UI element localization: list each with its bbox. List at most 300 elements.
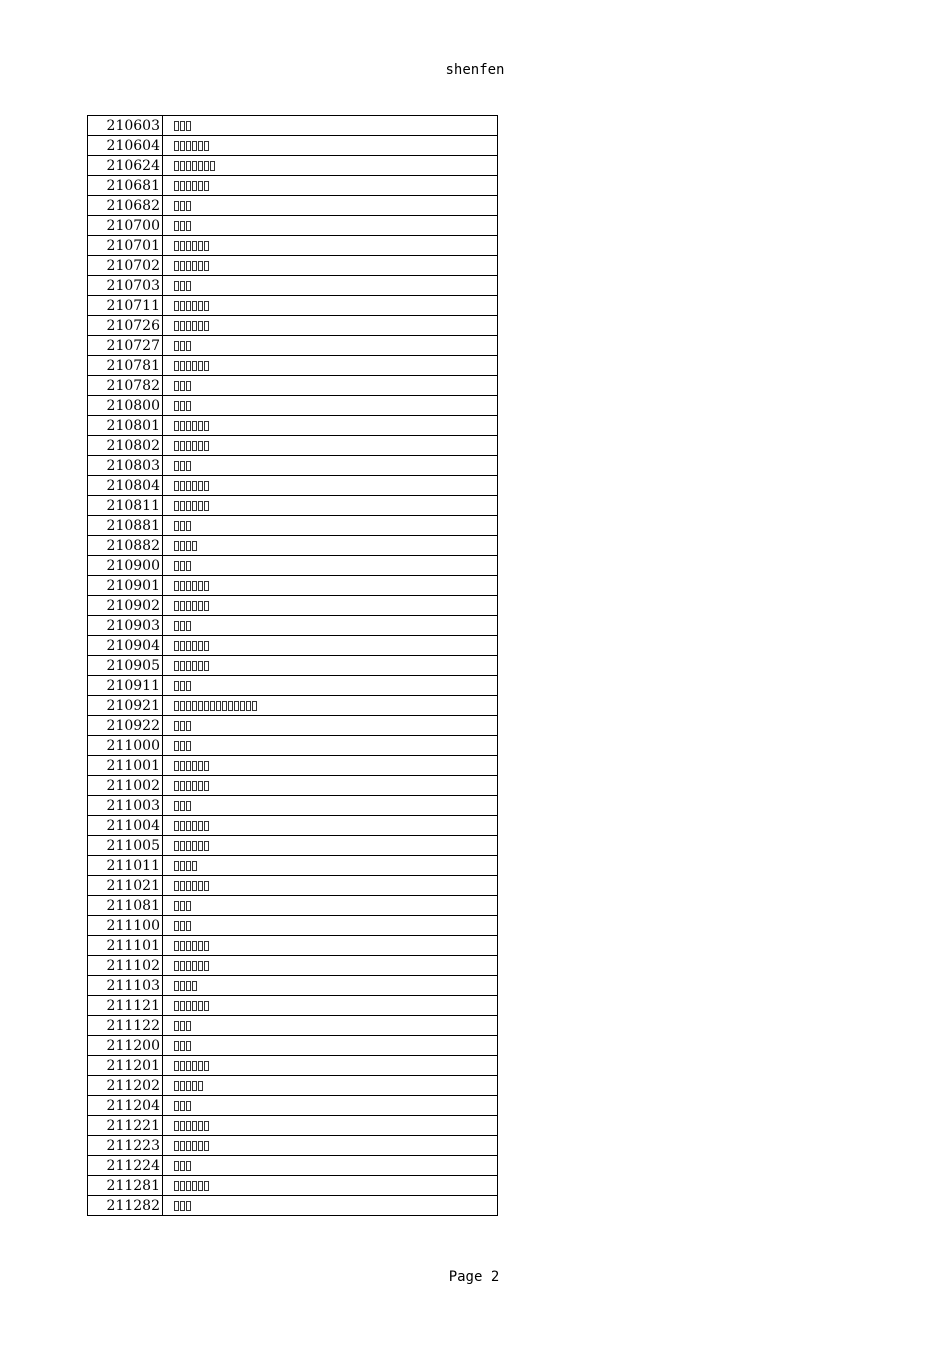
table-row	[88, 876, 498, 896]
region-code-cell: 211121	[88, 996, 163, 1016]
region-name-cell	[163, 456, 498, 476]
missing-glyph-box	[186, 281, 191, 291]
missing-glyph-box	[180, 861, 185, 871]
missing-glyph-box	[180, 721, 185, 731]
region-name-cell	[163, 496, 498, 516]
region-code-cell: 210903	[88, 616, 163, 636]
missing-glyph-box	[192, 821, 197, 831]
missing-glyph-box	[186, 861, 191, 871]
missing-glyph-text	[174, 481, 209, 491]
missing-glyph-box	[228, 701, 233, 711]
missing-glyph-box	[198, 881, 203, 891]
missing-glyph-box	[174, 1041, 179, 1051]
table-row	[88, 556, 498, 576]
table-row	[88, 616, 498, 636]
missing-glyph-text	[174, 201, 191, 211]
missing-glyph-text	[174, 921, 191, 931]
region-name-cell	[163, 216, 498, 236]
missing-glyph-box	[174, 301, 179, 311]
missing-glyph-box	[222, 701, 227, 711]
missing-glyph-text	[174, 241, 209, 251]
missing-glyph-box	[180, 1041, 185, 1051]
missing-glyph-box	[204, 441, 209, 451]
region-code-cell: 210882	[88, 536, 163, 556]
missing-glyph-box	[186, 1161, 191, 1171]
missing-glyph-box	[198, 501, 203, 511]
missing-glyph-box	[180, 421, 185, 431]
region-name-cell	[163, 156, 498, 176]
missing-glyph-box	[186, 221, 191, 231]
missing-glyph-box	[174, 1021, 179, 1031]
missing-glyph-box	[180, 841, 185, 851]
missing-glyph-box	[246, 701, 251, 711]
sheet-title: shenfen	[445, 62, 505, 78]
region-name-cell	[163, 656, 498, 676]
region-code-cell: 210711	[88, 296, 163, 316]
table-row	[88, 336, 498, 356]
missing-glyph-box	[180, 261, 185, 271]
missing-glyph-box	[180, 961, 185, 971]
missing-glyph-box	[186, 1121, 191, 1131]
missing-glyph-box	[180, 641, 185, 651]
missing-glyph-box	[192, 981, 197, 991]
table-row	[88, 796, 498, 816]
missing-glyph-box	[192, 861, 197, 871]
missing-glyph-box	[186, 161, 191, 171]
missing-glyph-box	[180, 281, 185, 291]
table-row	[88, 936, 498, 956]
missing-glyph-box	[174, 781, 179, 791]
table-row	[88, 356, 498, 376]
missing-glyph-box	[192, 141, 197, 151]
region-name-cell	[163, 596, 498, 616]
missing-glyph-box	[180, 921, 185, 931]
missing-glyph-box	[174, 561, 179, 571]
missing-glyph-box	[192, 941, 197, 951]
missing-glyph-text	[174, 1141, 209, 1151]
table-body	[88, 116, 498, 1216]
missing-glyph-box	[186, 1081, 191, 1091]
region-code-cell: 211102	[88, 956, 163, 976]
missing-glyph-box	[180, 1181, 185, 1191]
missing-glyph-box	[174, 1081, 179, 1091]
missing-glyph-box	[180, 801, 185, 811]
region-name-cell	[163, 336, 498, 356]
missing-glyph-box	[186, 1041, 191, 1051]
missing-glyph-box	[198, 161, 203, 171]
missing-glyph-box	[180, 981, 185, 991]
region-code-cell: 211103	[88, 976, 163, 996]
missing-glyph-box	[180, 561, 185, 571]
missing-glyph-box	[192, 501, 197, 511]
missing-glyph-box	[198, 841, 203, 851]
missing-glyph-text	[174, 981, 197, 991]
missing-glyph-box	[186, 261, 191, 271]
missing-glyph-box	[192, 1001, 197, 1011]
missing-glyph-box	[192, 661, 197, 671]
missing-glyph-box	[174, 601, 179, 611]
region-code-cell: 211002	[88, 776, 163, 796]
missing-glyph-text	[174, 741, 191, 751]
missing-glyph-box	[174, 241, 179, 251]
missing-glyph-text	[174, 421, 209, 431]
region-code-cell: 211201	[88, 1056, 163, 1076]
missing-glyph-text	[174, 121, 191, 131]
missing-glyph-box	[174, 641, 179, 651]
missing-glyph-box	[180, 401, 185, 411]
missing-glyph-box	[174, 701, 179, 711]
missing-glyph-box	[192, 161, 197, 171]
region-name-cell	[163, 396, 498, 416]
table-row	[88, 916, 498, 936]
missing-glyph-box	[186, 581, 191, 591]
missing-glyph-box	[174, 741, 179, 751]
missing-glyph-text	[174, 701, 257, 711]
missing-glyph-box	[198, 241, 203, 251]
region-name-cell	[163, 796, 498, 816]
missing-glyph-box	[204, 241, 209, 251]
missing-glyph-box	[180, 1161, 185, 1171]
table-row	[88, 736, 498, 756]
table-row	[88, 376, 498, 396]
missing-glyph-box	[186, 661, 191, 671]
missing-glyph-box	[204, 841, 209, 851]
table-row	[88, 636, 498, 656]
region-name-cell	[163, 536, 498, 556]
missing-glyph-box	[204, 1141, 209, 1151]
missing-glyph-box	[240, 701, 245, 711]
missing-glyph-box	[186, 921, 191, 931]
missing-glyph-box	[204, 1121, 209, 1131]
missing-glyph-box	[174, 341, 179, 351]
region-code-cell: 211005	[88, 836, 163, 856]
region-name-cell	[163, 836, 498, 856]
table-row	[88, 1076, 498, 1096]
region-name-cell	[163, 196, 498, 216]
region-name-cell	[163, 1176, 498, 1196]
missing-glyph-box	[174, 1201, 179, 1211]
table-row	[88, 116, 498, 136]
missing-glyph-box	[186, 781, 191, 791]
missing-glyph-box	[210, 161, 215, 171]
missing-glyph-box	[180, 821, 185, 831]
missing-glyph-box	[186, 141, 191, 151]
missing-glyph-box	[204, 941, 209, 951]
table-row	[88, 496, 498, 516]
missing-glyph-box	[192, 1181, 197, 1191]
missing-glyph-box	[180, 1021, 185, 1031]
missing-glyph-box	[174, 1141, 179, 1151]
missing-glyph-text	[174, 661, 209, 671]
missing-glyph-box	[180, 1141, 185, 1151]
table-row	[88, 956, 498, 976]
missing-glyph-box	[180, 741, 185, 751]
region-name-cell	[163, 876, 498, 896]
missing-glyph-text	[174, 161, 215, 171]
region-code-cell: 210701	[88, 236, 163, 256]
missing-glyph-box	[174, 461, 179, 471]
missing-glyph-box	[192, 481, 197, 491]
missing-glyph-box	[204, 581, 209, 591]
missing-glyph-box	[192, 301, 197, 311]
missing-glyph-box	[198, 261, 203, 271]
region-name-cell	[163, 296, 498, 316]
missing-glyph-text	[174, 961, 209, 971]
missing-glyph-box	[198, 821, 203, 831]
missing-glyph-box	[192, 881, 197, 891]
region-code-cell: 211011	[88, 856, 163, 876]
missing-glyph-text	[174, 941, 209, 951]
missing-glyph-box	[198, 661, 203, 671]
missing-glyph-box	[174, 821, 179, 831]
table-row	[88, 716, 498, 736]
region-code-cell: 211202	[88, 1076, 163, 1096]
missing-glyph-box	[186, 361, 191, 371]
region-name-cell	[163, 736, 498, 756]
missing-glyph-box	[174, 221, 179, 231]
missing-glyph-text	[174, 1201, 191, 1211]
table-row	[88, 656, 498, 676]
missing-glyph-box	[174, 961, 179, 971]
region-name-cell	[163, 416, 498, 436]
missing-glyph-box	[186, 721, 191, 731]
region-name-cell	[163, 1076, 498, 1096]
missing-glyph-box	[180, 881, 185, 891]
missing-glyph-box	[186, 481, 191, 491]
region-name-cell	[163, 516, 498, 536]
missing-glyph-box	[198, 1081, 203, 1091]
region-code-cell: 211122	[88, 1016, 163, 1036]
missing-glyph-box	[186, 501, 191, 511]
missing-glyph-box	[192, 781, 197, 791]
missing-glyph-box	[174, 261, 179, 271]
region-name-cell	[163, 276, 498, 296]
region-name-cell	[163, 436, 498, 456]
table-row	[88, 436, 498, 456]
missing-glyph-box	[198, 441, 203, 451]
missing-glyph-text	[174, 621, 191, 631]
missing-glyph-box	[204, 1061, 209, 1071]
missing-glyph-box	[180, 221, 185, 231]
missing-glyph-box	[198, 481, 203, 491]
region-code-cell: 211224	[88, 1156, 163, 1176]
table-row	[88, 516, 498, 536]
missing-glyph-text	[174, 801, 191, 811]
missing-glyph-box	[186, 441, 191, 451]
region-name-cell	[163, 696, 498, 716]
missing-glyph-box	[204, 421, 209, 431]
missing-glyph-box	[204, 141, 209, 151]
missing-glyph-box	[186, 881, 191, 891]
table-row	[88, 576, 498, 596]
region-code-cell: 210802	[88, 436, 163, 456]
region-name-cell	[163, 996, 498, 1016]
missing-glyph-box	[180, 461, 185, 471]
missing-glyph-box	[198, 361, 203, 371]
region-name-cell	[163, 176, 498, 196]
missing-glyph-box	[186, 521, 191, 531]
missing-glyph-box	[198, 1001, 203, 1011]
missing-glyph-text	[174, 781, 209, 791]
missing-glyph-box	[180, 321, 185, 331]
missing-glyph-box	[204, 701, 209, 711]
region-name-cell	[163, 1096, 498, 1116]
table-row	[88, 1196, 498, 1216]
missing-glyph-box	[180, 161, 185, 171]
missing-glyph-box	[174, 1101, 179, 1111]
missing-glyph-box	[186, 821, 191, 831]
missing-glyph-text	[174, 1101, 191, 1111]
region-name-cell	[163, 316, 498, 336]
table-row	[88, 1136, 498, 1156]
missing-glyph-box	[180, 601, 185, 611]
missing-glyph-box	[216, 701, 221, 711]
missing-glyph-box	[198, 601, 203, 611]
missing-glyph-box	[174, 661, 179, 671]
table-row	[88, 596, 498, 616]
missing-glyph-box	[204, 821, 209, 831]
missing-glyph-box	[186, 981, 191, 991]
region-name-cell	[163, 376, 498, 396]
missing-glyph-box	[204, 361, 209, 371]
missing-glyph-box	[180, 141, 185, 151]
missing-glyph-box	[204, 1001, 209, 1011]
missing-glyph-box	[204, 501, 209, 511]
table-row	[88, 1176, 498, 1196]
missing-glyph-box	[234, 701, 239, 711]
missing-glyph-text	[174, 501, 209, 511]
table-row	[88, 316, 498, 336]
table-row	[88, 476, 498, 496]
missing-glyph-box	[186, 701, 191, 711]
missing-glyph-box	[192, 441, 197, 451]
missing-glyph-text	[174, 681, 191, 691]
missing-glyph-box	[174, 941, 179, 951]
missing-glyph-box	[180, 701, 185, 711]
missing-glyph-box	[186, 321, 191, 331]
missing-glyph-box	[186, 1061, 191, 1071]
region-code-cell: 210726	[88, 316, 163, 336]
missing-glyph-box	[252, 701, 257, 711]
table-row	[88, 236, 498, 256]
region-name-cell	[163, 576, 498, 596]
missing-glyph-box	[174, 281, 179, 291]
region-code-cell: 211101	[88, 936, 163, 956]
region-name-cell	[163, 716, 498, 736]
missing-glyph-box	[180, 181, 185, 191]
missing-glyph-box	[192, 1121, 197, 1131]
missing-glyph-box	[186, 241, 191, 251]
missing-glyph-text	[174, 141, 209, 151]
missing-glyph-box	[180, 621, 185, 631]
region-code-cell: 211001	[88, 756, 163, 776]
region-name-cell	[163, 256, 498, 276]
missing-glyph-text	[174, 541, 197, 551]
table-row	[88, 1056, 498, 1076]
region-code-cell: 211281	[88, 1176, 163, 1196]
missing-glyph-text	[174, 761, 209, 771]
missing-glyph-box	[180, 941, 185, 951]
region-name-cell	[163, 236, 498, 256]
region-name-cell	[163, 1036, 498, 1056]
missing-glyph-box	[174, 761, 179, 771]
missing-glyph-box	[186, 1021, 191, 1031]
table-row	[88, 276, 498, 296]
missing-glyph-box	[180, 681, 185, 691]
table-row	[88, 216, 498, 236]
missing-glyph-box	[186, 541, 191, 551]
region-code-cell: 210922	[88, 716, 163, 736]
missing-glyph-box	[192, 961, 197, 971]
region-code-cell: 210681	[88, 176, 163, 196]
missing-glyph-box	[186, 121, 191, 131]
missing-glyph-text	[174, 461, 191, 471]
missing-glyph-box	[180, 1001, 185, 1011]
missing-glyph-box	[174, 901, 179, 911]
missing-glyph-box	[192, 581, 197, 591]
table-row	[88, 396, 498, 416]
region-code-table	[87, 115, 498, 1216]
missing-glyph-box	[204, 601, 209, 611]
missing-glyph-box	[180, 761, 185, 771]
missing-glyph-text	[174, 1081, 203, 1091]
region-code-cell: 210700	[88, 216, 163, 236]
missing-glyph-box	[180, 521, 185, 531]
missing-glyph-box	[174, 441, 179, 451]
missing-glyph-box	[186, 401, 191, 411]
missing-glyph-text	[174, 361, 209, 371]
missing-glyph-box	[174, 361, 179, 371]
table-row	[88, 976, 498, 996]
missing-glyph-box	[174, 581, 179, 591]
missing-glyph-box	[198, 1181, 203, 1191]
missing-glyph-box	[180, 441, 185, 451]
region-name-cell	[163, 976, 498, 996]
region-code-cell: 211221	[88, 1116, 163, 1136]
table-row	[88, 676, 498, 696]
region-name-cell	[163, 956, 498, 976]
region-code-cell: 211000	[88, 736, 163, 756]
missing-glyph-text	[174, 321, 209, 331]
missing-glyph-box	[198, 1121, 203, 1131]
missing-glyph-box	[210, 701, 215, 711]
missing-glyph-box	[174, 681, 179, 691]
region-name-cell	[163, 936, 498, 956]
missing-glyph-box	[180, 581, 185, 591]
missing-glyph-text	[174, 821, 209, 831]
missing-glyph-box	[174, 121, 179, 131]
table-row	[88, 416, 498, 436]
region-code-cell: 210682	[88, 196, 163, 216]
missing-glyph-box	[192, 321, 197, 331]
missing-glyph-box	[180, 541, 185, 551]
region-name-cell	[163, 1156, 498, 1176]
region-code-cell: 210904	[88, 636, 163, 656]
region-code-cell: 210781	[88, 356, 163, 376]
missing-glyph-box	[198, 761, 203, 771]
table-row	[88, 996, 498, 1016]
missing-glyph-box	[174, 841, 179, 851]
missing-glyph-box	[174, 401, 179, 411]
missing-glyph-box	[180, 1081, 185, 1091]
table-row	[88, 1036, 498, 1056]
missing-glyph-text	[174, 561, 191, 571]
missing-glyph-box	[204, 321, 209, 331]
missing-glyph-box	[174, 921, 179, 931]
missing-glyph-box	[180, 361, 185, 371]
region-code-cell: 210900	[88, 556, 163, 576]
region-code-cell: 210603	[88, 116, 163, 136]
